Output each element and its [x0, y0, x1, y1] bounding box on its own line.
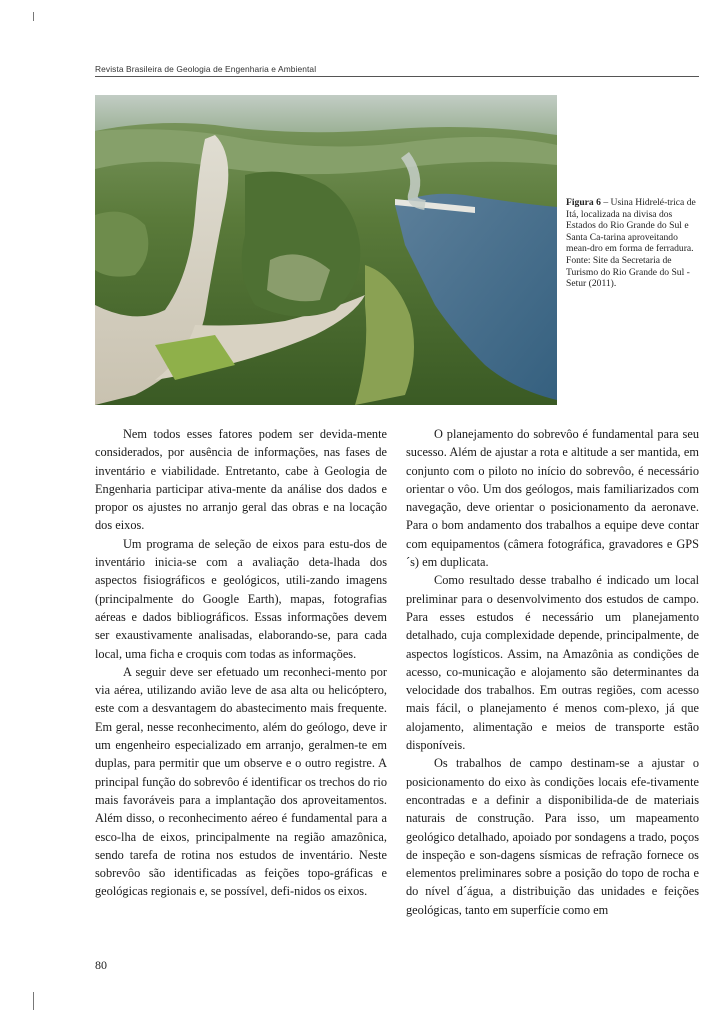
running-head: Revista Brasileira de Geologia de Engenharia e Ambiental [95, 64, 317, 74]
paragraph: Como resultado desse trabalho é indicado um local preliminar para o desenvolvimento dos estudos de campo. Para esses estudos é necessário um planejamento detalhado, cuja complexidade depende, principalmente, de aspectos logísticos. Assim, na Amazônia as condições de acesso, co-municação e alojamento são determinantes da velocidade dos trabalhos. Em outras regiões, com acesso mais fácil, o planejamento é menos com-plexo, já que alojamento, alimentação e meios de transporte estão disponíveis. [406, 573, 699, 753]
figure-caption [566, 197, 699, 290]
paragraph: O planejamento do sobrevôo é fundamental para seu sucesso. Além de ajustar a rota e altitude a ser mantida, em conjunto com o piloto no início do sobrevôo, é necessário orientar o vôo. Um dos geólogos, mais familiarizados com navegação, deve orientar o posicionamento da aeronave. Para o bom andamento dos trabalhos a equipe deve contar com equipamentos (câmera fotográfica, gravadores e GPS´s) em duplicata. [406, 427, 699, 570]
header-rule [95, 76, 699, 77]
page-number: 80 [95, 958, 107, 972]
crop-mark-top [33, 12, 34, 21]
paragraph: Os trabalhos de campo destinam-se a ajustar o posicionamento do eixo às condições locais efe-tivamente encontradas e a definir a disponibilida-de de materiais naturais de construção. Para isso, um mapeamento geológico detalhado, apoiado por sondagens a trado, poços de inspeção e son-dagens sísmicas de refração fornece os elementos preliminares sobre a posição do topo de rocha e do nível d´água, a distribuição das unidades e feições geológicas, tanto em superfície como em [406, 756, 699, 917]
paragraph: Um programa de seleção de eixos para estu-dos de inventário inicia-se com a avaliação deta-lhada dos aspectos fisiográficos e geológicos, utili-zando imagens (principalmente do Google Earth), mapas, fotografias aéreas e dados bibliográficos. Essas informações devem ser exaustivamente analisadas, elaborando-se, para cada local, uma ficha e croquis com todas as informações. [95, 536, 387, 661]
right-column [406, 425, 699, 919]
figure-label: Figura 6 [566, 197, 601, 208]
crop-mark-bottom [33, 992, 34, 1010]
paragraph: A seguir deve ser efetuado um reconheci-mento por via aérea, utilizando avião leve de asa alta ou helicóptero, este com a desvantagem do abastecimento mais frequente. Em geral, nesse reconhecimento, além do geólogo, deve ir um engenheiro especializado em arranjo, geralmen-te em duplas, para permitir que um observe e o outro registre. A principal função do sobrevôo é identificar os trechos do rio mais favoráveis para a implantação dos aproveitamentos. Além disso, o reconhecimento aéreo é fundamental para a esco-lha de eixos, principalmente na região amazônica, sendo tarefa de rotina nos estudos de inventário. Neste sobrevôo são identificadas as feições topo-gráficas e geológicas regionais e, se possível, defi-nidos os eixos. [95, 664, 387, 899]
left-column [95, 425, 387, 901]
figure-caption-text: – Usina Hidrelé-trica de Itá, localizada na divisa dos Estados do Rio Grande do Sul e Santa Ca-tarina aproveitando mean-dro em forma de ferradura. Fonte: Site da Secretaria de Turismo do Rio Grande do Sul - Setur (2011). [566, 197, 696, 290]
paragraph: Nem todos esses fatores podem ser devida-mente considerados, por ausência de informações, nas fases de inventário e viabilidade. Entretanto, cabe à Geologia de Engenharia participar ativa-mente da análise dos dados e propor os ajustes no arranjo geral das obras e na locação dos eixos. [95, 427, 387, 533]
figure-photo [95, 95, 557, 405]
